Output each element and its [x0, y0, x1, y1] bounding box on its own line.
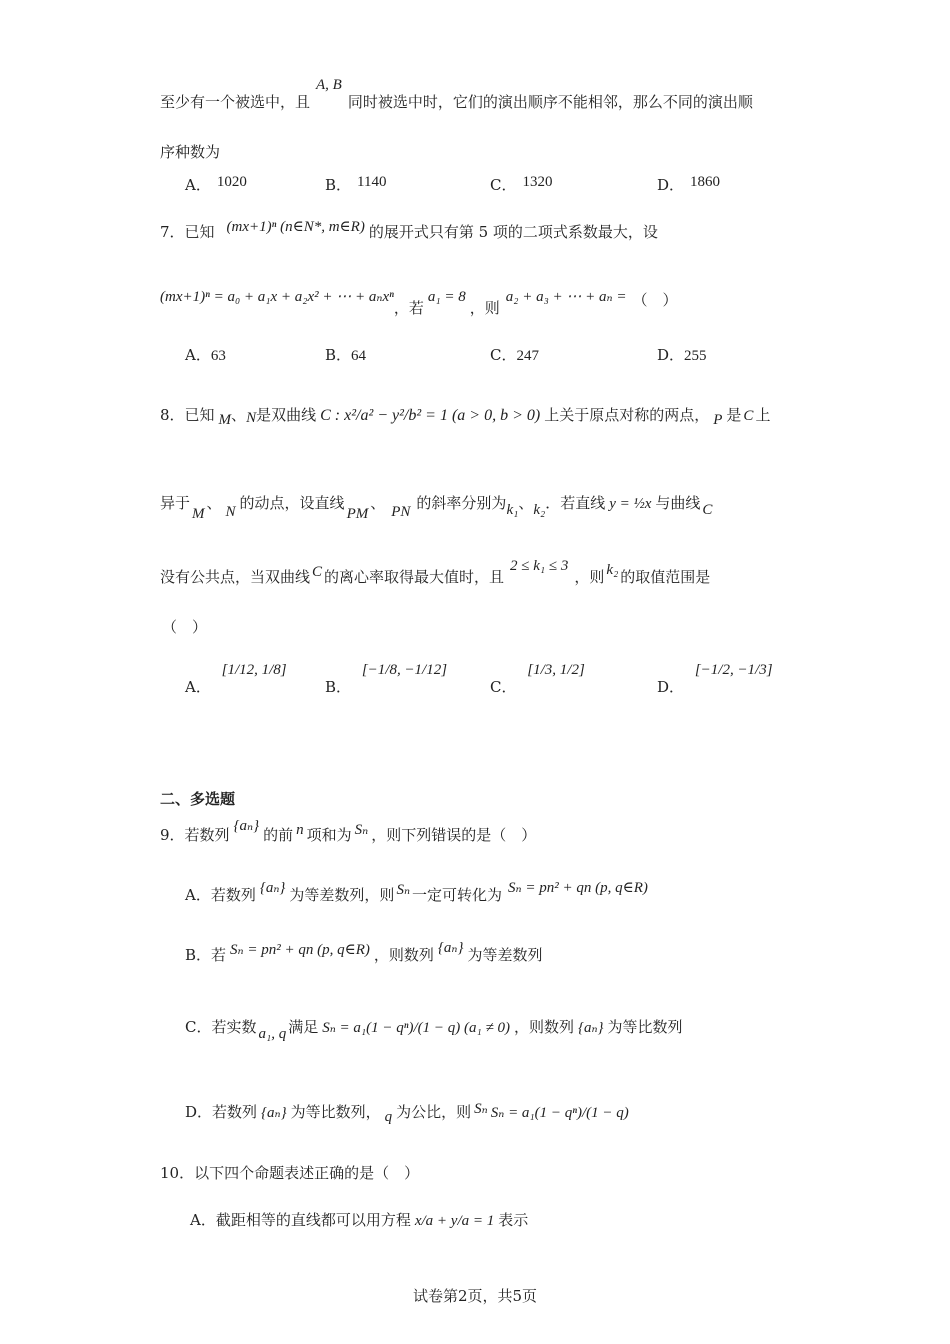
q8-k2: k₂: [533, 502, 546, 518]
q8-n2: N: [225, 504, 236, 520]
q8-num: 8．已知: [160, 406, 215, 424]
q8-p: P: [713, 412, 723, 428]
q9-an: {aₙ}: [233, 818, 260, 834]
option-label: A．: [185, 678, 211, 696]
option-value: [1/12, 1/8]: [221, 662, 287, 678]
q8-line3c: ，则: [574, 568, 605, 586]
q7-option-a[interactable]: [185, 345, 226, 366]
q9-stem-a: 9．若数列: [160, 826, 230, 844]
option-label: A．若数列: [185, 886, 256, 904]
q8-option-b[interactable]: [325, 655, 448, 696]
q9c-mid: 满足: [288, 1018, 319, 1036]
q8-option-c[interactable]: [490, 655, 585, 696]
option-value: 1320: [522, 174, 553, 190]
q8-line2a: 异于: [160, 494, 191, 512]
q7-line1: [160, 219, 658, 243]
q8-line3a: 没有公共点，当双曲线: [160, 568, 311, 586]
q8-curve: C : x²/a² − y²/b² = 1 (a > 0, b > 0): [320, 407, 541, 424]
q9-sn: Sₙ: [354, 822, 369, 838]
q6-option-b[interactable]: [325, 175, 386, 196]
q9-option-a[interactable]: [185, 880, 648, 906]
q6-text-b: 同时被选中时，它们的演出顺序不能相邻，那么不同的演出顺: [347, 93, 753, 111]
q8-line1: [160, 405, 770, 426]
q9c-tail: 为等比数列: [607, 1018, 683, 1036]
q9d-q: q: [384, 1109, 393, 1125]
q8-pn: PN: [391, 504, 411, 520]
q6-ab: A, B: [316, 77, 342, 93]
q8-k2b: k₂: [606, 562, 619, 578]
q9c-an: {aₙ}: [577, 1020, 604, 1036]
q7-target: a₂ + a₃ + ⋯ + aₙ =: [505, 289, 627, 305]
q9-stem-c: 项和为: [306, 826, 352, 844]
q8-is-on: 是双曲线: [256, 406, 317, 424]
q8-option-a[interactable]: [185, 655, 287, 696]
q9-stem-b: 的前: [263, 826, 294, 844]
q8-line-eq: y = ½x: [609, 496, 652, 512]
q8-m: M: [218, 412, 232, 428]
q8-line2: [160, 493, 713, 522]
q8-slopes: 的斜率分别为: [416, 494, 507, 512]
q8-line2b: 的动点，设直线: [239, 494, 345, 512]
q6-line2-text: 序种数为: [160, 143, 221, 161]
q8-sep4: 、: [518, 494, 534, 512]
q7-cond: a₁ = 8: [427, 289, 466, 305]
q8-sym: 上关于原点对称的两点，: [544, 406, 710, 424]
q8-sep2: 、: [206, 494, 222, 512]
option-label: B．: [325, 678, 352, 696]
q8-m2: M: [192, 506, 205, 522]
q8-with-curve: 与曲线: [655, 494, 701, 512]
page-footer: 试卷第2页，共5页: [412, 1287, 538, 1305]
q9a-mid: 为等差数列，则: [289, 886, 395, 904]
q8-c: C: [743, 408, 754, 424]
q9-option-d[interactable]: [185, 1102, 629, 1123]
q9c-expr: Sₙ = a₁(1 − qⁿ)/(1 − q) (a₁ ≠ 0): [322, 1020, 510, 1036]
option-value: 63: [210, 348, 226, 364]
q9a-sn: Sₙ: [396, 882, 411, 898]
q6-text: 至少有一个被选中，且: [160, 93, 311, 111]
option-label: D．: [657, 346, 685, 364]
q8-pm: PM: [346, 506, 369, 522]
q8-line3: [160, 558, 711, 588]
q7-expansion: (mx+1)ⁿ = a₀ + a₁x + a₂x² + ⋯ + aₙxⁿ: [160, 289, 394, 305]
option-value: 1140: [357, 174, 387, 190]
q8-on: 上: [755, 406, 771, 424]
q6-line2: [160, 142, 220, 162]
q9-option-b[interactable]: [185, 940, 543, 966]
option-label: D．: [657, 176, 685, 194]
option-label: A．截距相等的直线都可以用方程: [190, 1211, 411, 1229]
q9d-mid: 为等比数列，: [290, 1103, 381, 1121]
q9b-tail: 为等差数列: [467, 946, 543, 964]
q7-cond-pre: ，若: [393, 299, 424, 317]
q7-num: 7．已知: [160, 223, 215, 241]
q8-line3d: 的取值范围是: [620, 568, 711, 586]
q8-line2c: ．若直线: [545, 494, 606, 512]
q9d-expr: Sₙ = a₁(1 − qⁿ)/(1 − q): [490, 1105, 629, 1121]
q9b-mid: ，则数列: [373, 946, 434, 964]
q9c-mid2: ，则数列: [513, 1018, 574, 1036]
q7-expr: (mx+1)ⁿ (n∈N*, m∈R): [226, 219, 365, 235]
q6-option-a[interactable]: [185, 175, 247, 196]
q9c-vars: a₁, q: [258, 1026, 287, 1042]
q7-text1: 的展开式只有第 5 项的二项式系数最大，设: [368, 223, 658, 241]
q6-line1: [160, 77, 753, 113]
q8-k1: k₁: [506, 502, 519, 518]
q6-option-d[interactable]: [657, 175, 720, 196]
option-value: 255: [684, 348, 707, 364]
q9a-an: {aₙ}: [259, 880, 286, 896]
q8-sep3: 、: [370, 494, 386, 512]
q7-line2: [160, 289, 678, 317]
q7-paren: （ ）: [632, 291, 678, 309]
q8-c2: C: [702, 502, 713, 518]
q8-paren: [162, 617, 207, 637]
q9-option-c[interactable]: [185, 1017, 683, 1042]
q10a-tail: 表示: [498, 1211, 529, 1229]
q8-n: N: [246, 410, 257, 426]
q9a-mid2: 一定可转化为: [412, 886, 503, 904]
option-label: B．: [325, 346, 352, 364]
option-label: C．: [490, 678, 517, 696]
q6-option-c[interactable]: [490, 175, 552, 196]
q9-stem-d: ，则下列错误的是（ ）: [371, 826, 537, 844]
option-label: B．: [325, 176, 352, 194]
q9-n: n: [296, 822, 304, 838]
section-heading: 二、多选题: [160, 790, 236, 808]
paren: （ ）: [162, 618, 208, 636]
q9b-an: {aₙ}: [437, 940, 464, 956]
q8-sep: 、: [231, 406, 247, 424]
q7-option-c[interactable]: [490, 345, 539, 366]
option-label: A．: [185, 346, 211, 364]
q9b-expr: Sₙ = pn² + qn (p, q∈R): [230, 942, 370, 958]
q10a-expr: x/a + y/a = 1: [414, 1213, 495, 1229]
q8-c3: C: [312, 564, 323, 580]
option-label: C．: [490, 176, 517, 194]
option-value: 247: [516, 348, 539, 364]
q9a-expr: Sₙ = pn² + qn (p, q∈R): [508, 880, 648, 896]
option-label: C．: [490, 346, 517, 364]
q8-range: 2 ≤ k₁ ≤ 3: [510, 558, 569, 574]
option-label: A．: [185, 176, 211, 194]
q8-line3b: 的离心率取得最大值时，且: [324, 568, 505, 586]
option-label: D．若数列: [185, 1103, 258, 1121]
q9d-sn: Sₙ: [474, 1101, 488, 1117]
option-value: 64: [351, 348, 367, 364]
option-value: 1860: [690, 174, 721, 190]
q7-then: ，则: [469, 299, 500, 317]
q8-option-d[interactable]: [657, 655, 773, 696]
q9d-mid2: 为公比，则: [396, 1103, 472, 1121]
option-label: C．若实数: [185, 1018, 257, 1036]
option-value: [−1/2, −1/3]: [694, 662, 773, 678]
q8-is: 是: [726, 406, 742, 424]
option-value: [−1/8, −1/12]: [361, 662, 448, 678]
q9d-an: {aₙ}: [261, 1105, 287, 1121]
option-label: D．: [657, 678, 685, 696]
q7-option-d[interactable]: [657, 345, 707, 366]
q7-option-b[interactable]: [325, 345, 366, 366]
option-value: 1020: [216, 174, 247, 190]
q10-stem: 10．以下四个命题表述正确的是（ ）: [160, 1164, 420, 1182]
option-label: B．若: [185, 946, 227, 964]
q10-option-a[interactable]: [190, 1210, 528, 1231]
option-value: [1/3, 1/2]: [527, 662, 585, 678]
q9-stem: [160, 818, 537, 846]
